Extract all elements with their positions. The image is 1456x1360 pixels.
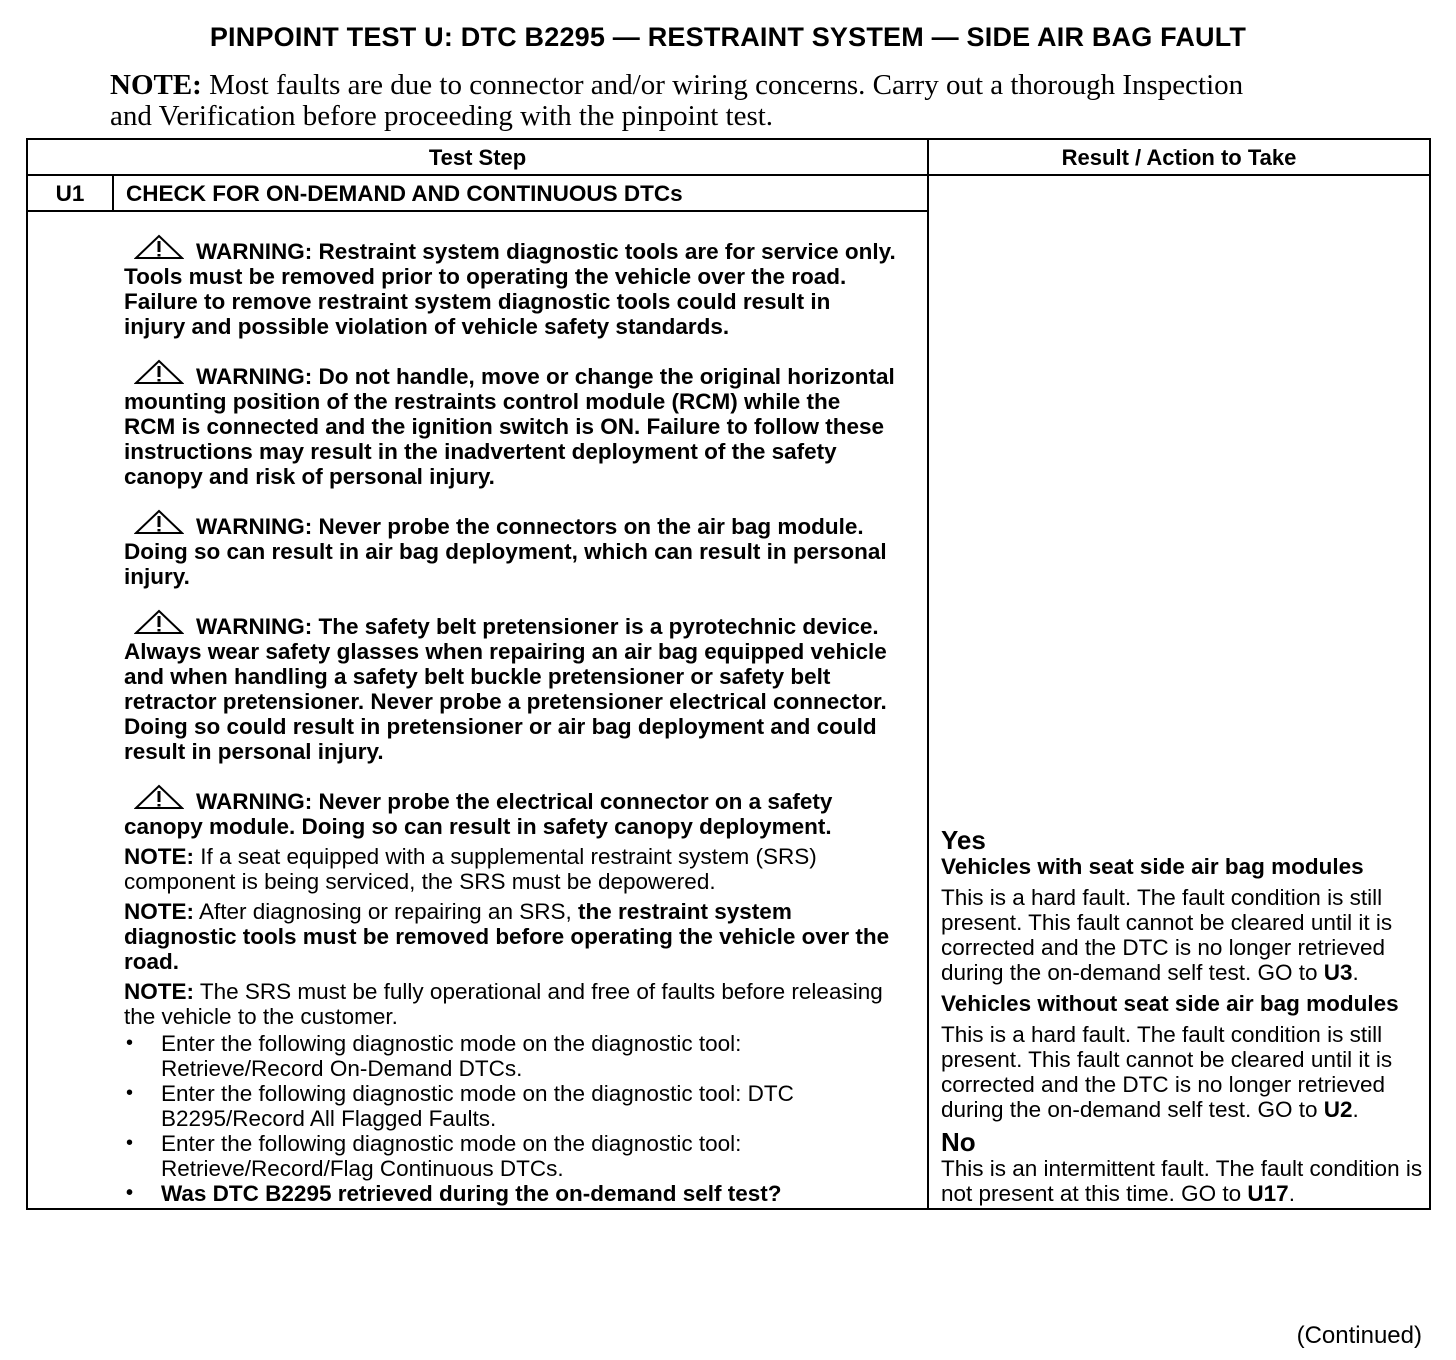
warning-2: WARNING: Do not handle, move or change the original horizontal mounting position of the restraints control module (RCM) while the RCM is connected and the ignition switch is ON. Failure to follow these instructions may result in the inadvertent deployment of the safety canopy and risk of personal injury. xyxy=(124,359,897,489)
note-depower: NOTE: If a seat equipped with a supplemental restraint system (SRS) component is being serviced, the SRS must be depowered. xyxy=(124,844,817,894)
col-header-test-step: Test Step xyxy=(27,139,928,175)
page-title: PINPOINT TEST U: DTC B2295 — RESTRAINT SYSTEM — SIDE AIR BAG FAULT xyxy=(209,22,1247,52)
step-question: • Was DTC B2295 retrieved during the on-demand self test? xyxy=(124,1181,897,1206)
continued-label: (Continued) xyxy=(1296,1322,1422,1349)
result-cell xyxy=(928,175,1430,1209)
pinpoint-test-table xyxy=(26,138,1431,1210)
warning-triangle-icon xyxy=(134,509,184,535)
period: . xyxy=(1288,1181,1295,1206)
list-item: • Enter the following diagnostic mode on the diagnostic tool: Retrieve/Record On-Demand DTCs. xyxy=(124,1031,897,1081)
result-no-body: This is an intermittent fault. The fault condition is not present at this time. GO to xyxy=(941,1156,1423,1206)
step-heading-row xyxy=(27,175,1430,211)
note-text: Most faults are due to connector and/or wiring concerns. Carry out a thorough Inspection and Verification before proceeding with the pinpoint test. xyxy=(110,69,1244,132)
period: . xyxy=(1352,960,1359,985)
note-label: NOTE: xyxy=(110,69,202,101)
result-no-text xyxy=(941,1156,1423,1206)
period: . xyxy=(1352,1097,1359,1122)
col-header-result: Result / Action to Take xyxy=(928,139,1430,175)
result-with-body: This is a hard fault. The fault condition is still present. This fault cannot be cleared until it is corrected and the DTC is no longer retrieved during the on-demand self test. GO to xyxy=(941,885,1393,985)
warning-1: WARNING: Restraint system diagnostic tools are for service only. Tools must be removed prior to operating the vehicle over the road. Failure to remove restraint system diagnostic tools could result in injury and possible violation of vehicle safety standards. xyxy=(124,234,897,339)
result-with-text xyxy=(941,885,1423,985)
list-item: • Enter the following diagnostic mode on the diagnostic tool: Retrieve/Record/Flag Continuous DTCs. xyxy=(124,1131,897,1181)
goto-u3-link[interactable]: U3 xyxy=(1323,960,1353,985)
note-operational: NOTE: The SRS must be fully operational and free of faults before releasing the vehicle to the customer. xyxy=(124,979,883,1029)
step-body xyxy=(27,211,928,1209)
result-no: No xyxy=(941,1127,976,1157)
note-remove-tools: NOTE: After diagnosing or repairing an SRS, the restraint system diagnostic tools must be removed before operating the vehicle over the road. xyxy=(124,899,890,974)
result-without-body: This is a hard fault. The fault condition is still present. This fault cannot be cleared until it is corrected and the DTC is no longer retrieved during the on-demand self test. GO to xyxy=(941,1022,1393,1122)
goto-u2-link[interactable]: U2 xyxy=(1323,1097,1353,1122)
warning-triangle-icon xyxy=(134,234,184,260)
warning-4: WARNING: The safety belt pretensioner is a pyrotechnic device. Always wear safety glasses when repairing an air bag equipped vehicle and when handling a safety belt buckle pretensioner or safety belt retractor pretensioner. Never probe a pretensioner electrical connector. Doing so could result in pretensioner or air bag deployment and could result in personal injury. xyxy=(124,609,897,764)
step-heading: CHECK FOR ON-DEMAND AND CONTINUOUS DTCs xyxy=(113,175,928,211)
result-yes: Yes xyxy=(941,825,986,855)
table-header-row xyxy=(27,139,1430,175)
result-with-heading: Vehicles with seat side air bag modules xyxy=(941,854,1364,879)
warning-triangle-icon xyxy=(134,359,184,385)
step-instructions xyxy=(124,1031,897,1206)
list-item: • Enter the following diagnostic mode on the diagnostic tool: DTC B2295/Record All Flagged Faults. xyxy=(124,1081,897,1131)
step-number: U1 xyxy=(27,175,113,211)
warning-3: WARNING: Never probe the connectors on the air bag module. Doing so can result in air bag deployment, which can result in personal injury. xyxy=(124,509,897,589)
warning-triangle-icon xyxy=(134,784,184,810)
intro-note xyxy=(110,70,1270,132)
warning-triangle-icon xyxy=(134,609,184,635)
goto-u17-link[interactable]: U17 xyxy=(1247,1181,1289,1206)
result-without-text xyxy=(941,1022,1423,1122)
warning-5: WARNING: Never probe the electrical connector on a safety canopy module. Doing so can result in safety canopy deployment. xyxy=(124,784,897,839)
result-without-heading: Vehicles without seat side air bag modules xyxy=(941,991,1399,1016)
